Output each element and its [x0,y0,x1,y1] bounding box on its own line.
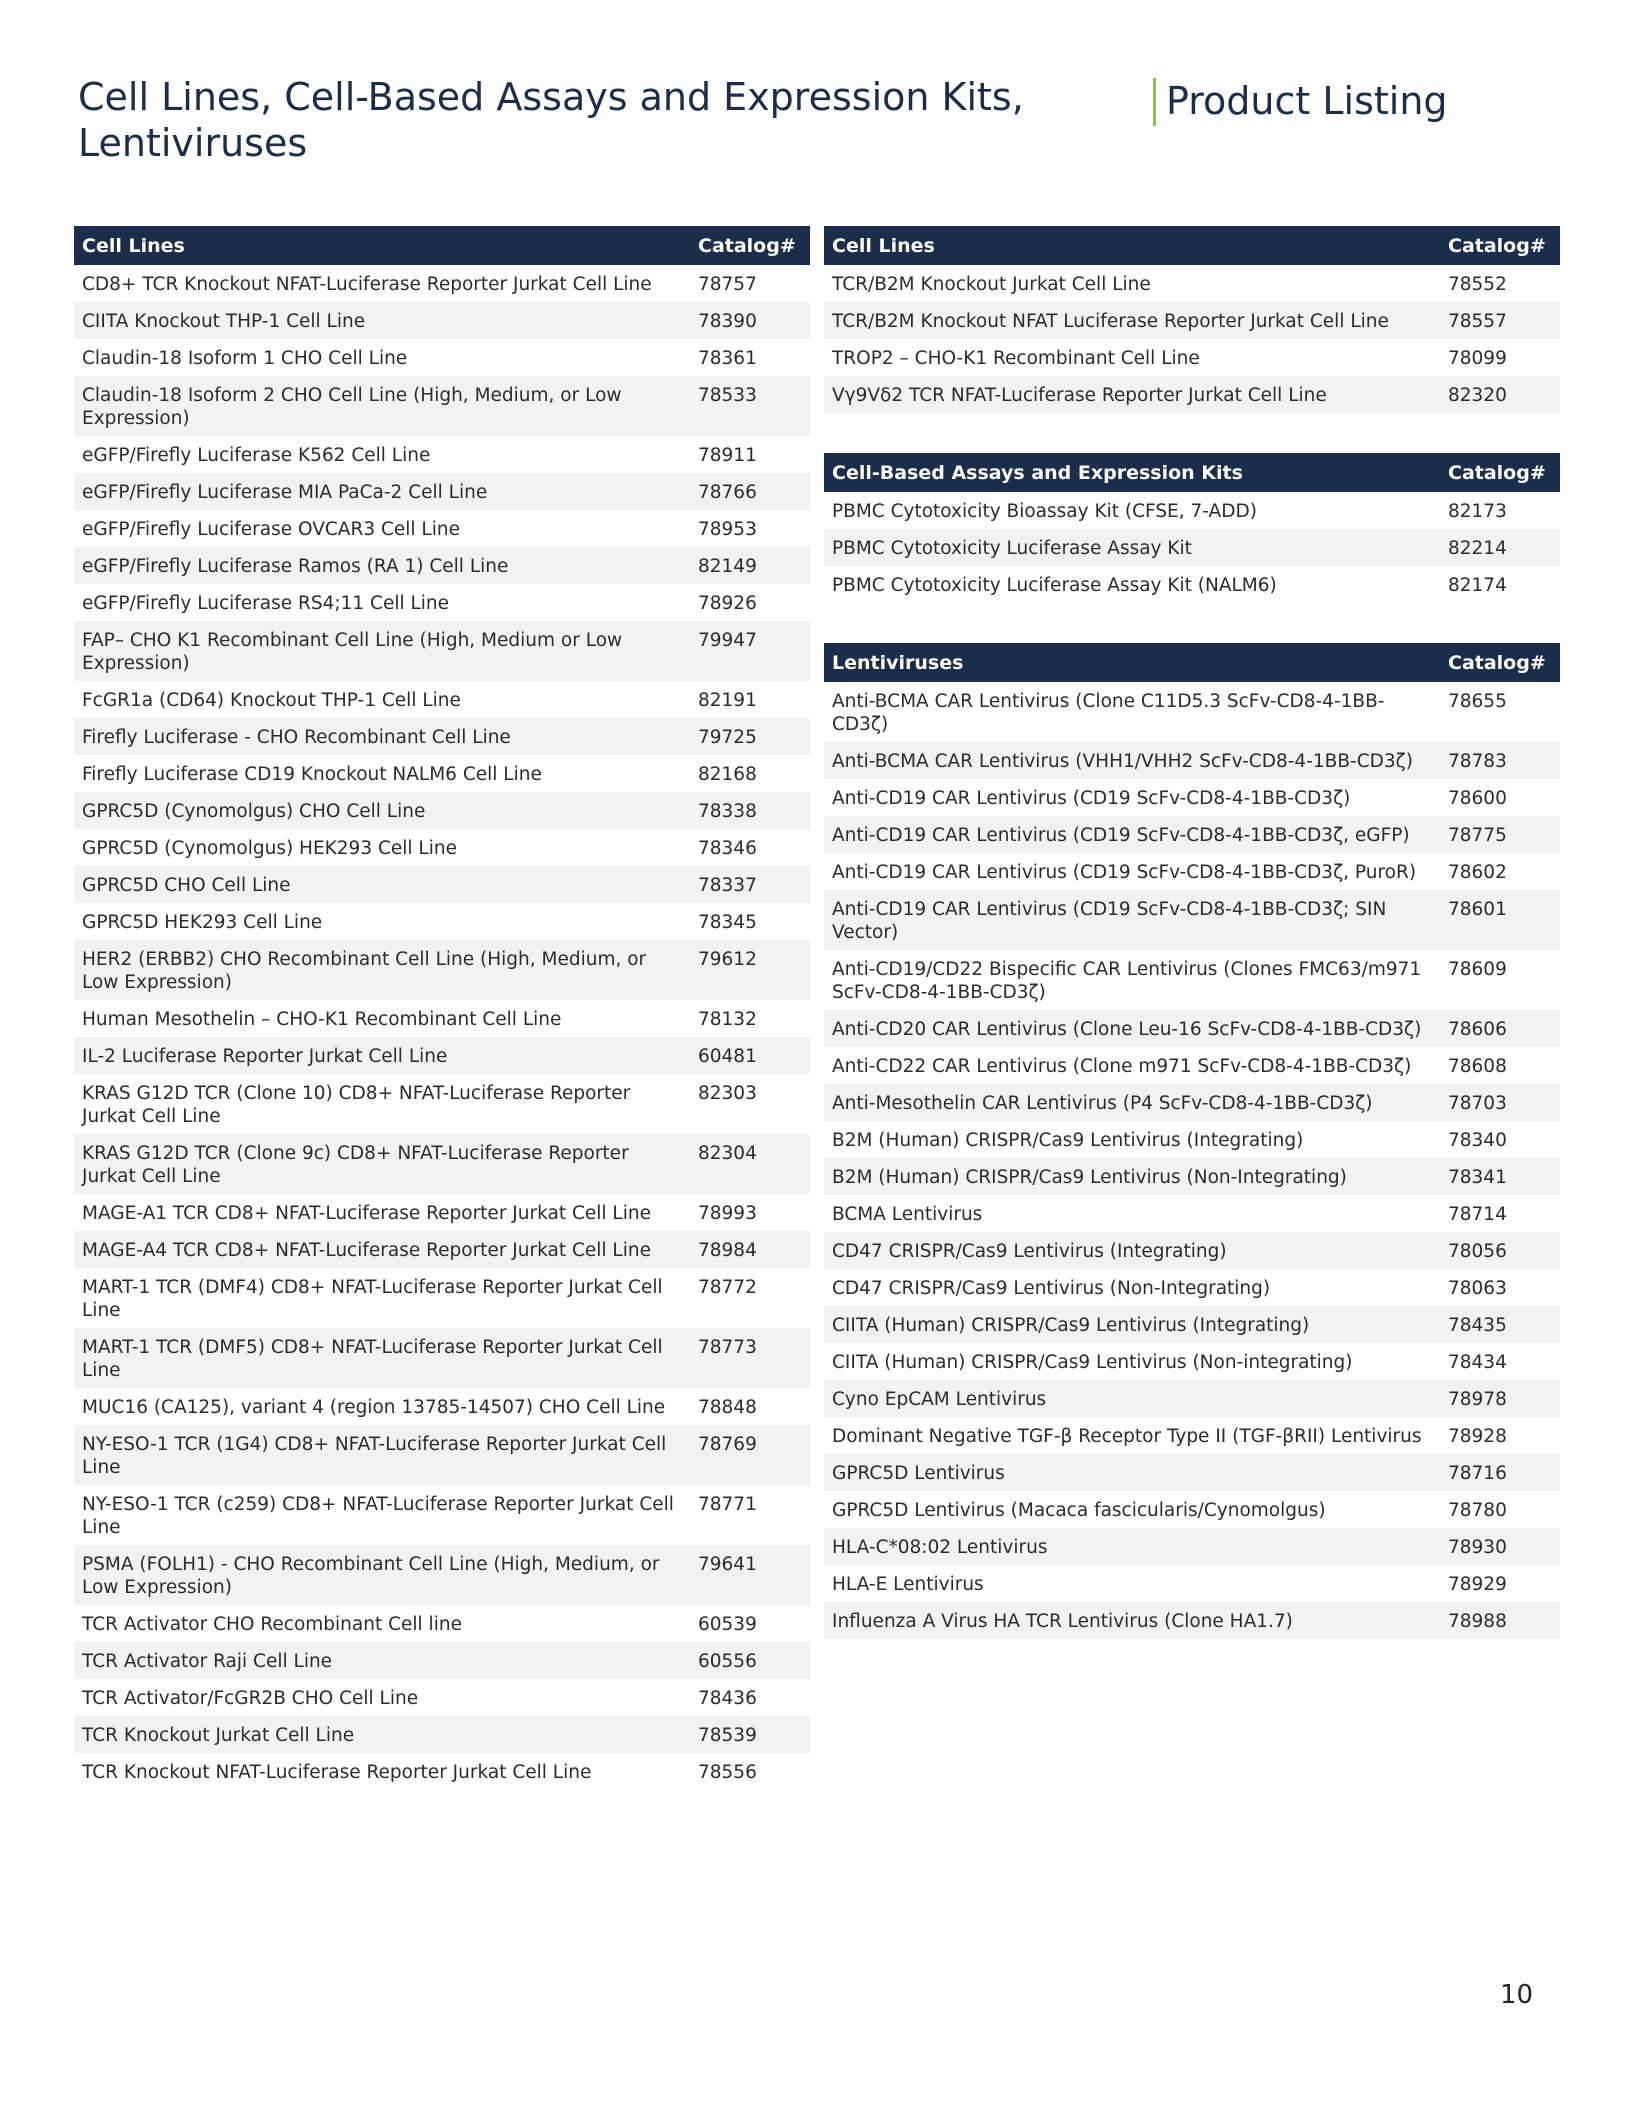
product-name: KRAS G12D TCR (Clone 9c) CD8+ NFAT-Luciferase Reporter Jurkat Cell Line [74,1134,690,1194]
table-header-row [824,453,1560,492]
catalog-number: 78099 [1448,348,1507,369]
table-row [74,436,810,473]
catalog-number: 78608 [1448,1056,1507,1077]
catalog-number: 78775 [1440,816,1560,853]
product-name: TCR Activator Raji Cell Line [74,1642,690,1679]
catalog-number: 78757 [698,274,757,295]
product-name: FcGR1a (CD64) Knockout THP-1 Cell Line [82,690,461,711]
catalog-number: 78337 [690,866,810,903]
table-row [824,742,1560,779]
catalog-number: 78716 [1440,1454,1560,1491]
catalog-number: 78984 [690,1231,810,1268]
catalog-number: 78953 [698,519,757,540]
product-name: Firefly Luciferase CD19 Knockout NALM6 Cell Line [82,764,542,785]
table-row [824,1417,1560,1454]
catalog-number: 78848 [698,1397,757,1418]
product-name: CD47 CRISPR/Cas9 Lentivirus (Integrating) [824,1232,1440,1269]
product-name: Anti-CD19 CAR Lentivirus (CD19 ScFv-CD8-4-1BB-CD3ζ, PuroR) [832,862,1417,883]
page-title-line-2: Lentiviruses [78,121,308,165]
table-row [824,1528,1560,1565]
catalog-number: 60556 [690,1642,810,1679]
product-name: HLA-E Lentivirus [832,1574,984,1595]
catalog-number: 82303 [698,1083,757,1104]
product-name: eGFP/Firefly Luciferase Ramos (RA 1) Cell Line [74,547,690,584]
product-name: NY-ESO-1 TCR (1G4) CD8+ NFAT-Luciferase Reporter Jurkat Cell Line [74,1425,690,1485]
table-row [824,265,1560,302]
catalog-number: 78929 [1448,1574,1507,1595]
catalog-number: 82174 [1448,575,1507,596]
product-name: PSMA (FOLH1) - CHO Recombinant Cell Line (High, Medium, or Low Expression) [74,1545,690,1605]
table-row [74,940,810,1000]
product-name: Anti-CD22 CAR Lentivirus (Clone m971 ScFv-CD8-4-1BB-CD3ζ) [832,1056,1412,1077]
catalog-number: 78056 [1440,1232,1560,1269]
product-name: Anti-Mesothelin CAR Lentivirus (P4 ScFv-CD8-4-1BB-CD3ζ) [824,1084,1440,1121]
table-row [74,866,810,903]
table-row [824,1195,1560,1232]
table-row [74,1074,810,1134]
table-row [824,1158,1560,1195]
catalog-number: 82191 [698,690,757,711]
table-row [74,473,810,510]
table-row [824,950,1560,1010]
lentiviruses-table [824,643,1560,1639]
table-heading: Cell-Based Assays and Expression Kits [824,453,1440,492]
product-name: TROP2 – CHO-K1 Recombinant Cell Line [832,348,1200,369]
table-body [824,492,1560,603]
catalog-number: 78361 [698,348,757,369]
catalog-number: 78539 [690,1716,810,1753]
table-row [74,718,810,755]
catalog-number: 78993 [698,1203,757,1224]
product-name: PBMC Cytotoxicity Luciferase Assay Kit (NALM6) [832,575,1277,596]
page-title [78,74,1078,166]
table-row [824,853,1560,890]
catalog-number: 78783 [1440,742,1560,779]
product-name: Cyno EpCAM Lentivirus [824,1380,1440,1417]
product-name: B2M (Human) CRISPR/Cas9 Lentivirus (Integrating) [832,1130,1304,1151]
catalog-number: 78988 [1440,1602,1560,1639]
table-row [74,1268,810,1328]
table-row [824,1454,1560,1491]
catalog-number: 78655 [1448,691,1507,712]
product-name: CIITA (Human) CRISPR/Cas9 Lentivirus (Integrating) [824,1306,1440,1343]
catalog-heading: Catalog# [690,226,810,265]
product-name: CD47 CRISPR/Cas9 Lentivirus (Non-Integrating) [832,1278,1271,1299]
table-body [824,682,1560,1639]
table-row [74,1485,810,1545]
product-name: Influenza A Virus HA TCR Lentivirus (Clone HA1.7) [824,1602,1440,1639]
catalog-number: 78338 [690,792,810,829]
table-row [74,265,810,302]
catalog-number: 82304 [690,1134,810,1194]
table-row [824,1380,1560,1417]
catalog-number: 78434 [1448,1352,1507,1373]
catalog-number: 78978 [1440,1380,1560,1417]
product-name: TCR Knockout Jurkat Cell Line [74,1716,690,1753]
product-name: Anti-CD19 CAR Lentivirus (CD19 ScFv-CD8-4-1BB-CD3ζ, eGFP) [824,816,1440,853]
table-row [824,1343,1560,1380]
product-name: TCR Activator CHO Recombinant Cell line [82,1614,462,1635]
product-name: Anti-CD20 CAR Lentivirus (Clone Leu-16 ScFv-CD8-4-1BB-CD3ζ) [824,1010,1440,1047]
table-row [74,1388,810,1425]
product-name: HLA-C*08:02 Lentivirus [824,1528,1440,1565]
product-name: Anti-BCMA CAR Lentivirus (Clone C11D5.3 ScFv-CD8-4-1BB-CD3ζ) [832,691,1385,735]
product-name: Human Mesothelin – CHO-K1 Recombinant Cell Line [82,1009,562,1030]
table-row [824,1565,1560,1602]
product-name: FAP– CHO K1 Recombinant Cell Line (High, Medium or Low Expression) [74,621,690,681]
catalog-number: 78552 [1448,274,1507,295]
table-row [74,1605,810,1642]
catalog-number: 78132 [698,1009,757,1030]
catalog-heading: Catalog# [1440,226,1560,265]
table-row [74,681,810,718]
catalog-number: 78063 [1448,1278,1507,1299]
table-row [74,1642,810,1679]
catalog-number: 78557 [1440,302,1560,339]
catalog-number: 82168 [698,764,757,785]
catalog-number: 82149 [690,547,810,584]
section-label: Product Listing [1153,78,1448,126]
table-row [824,1602,1560,1639]
table-row [824,529,1560,566]
catalog-number: 78714 [1448,1204,1507,1225]
product-name: PBMC Cytotoxicity Bioassay Kit (CFSE, 7-ADD) [832,501,1257,522]
table-row [824,1269,1560,1306]
product-name: Claudin-18 Isoform 1 CHO Cell Line [82,348,408,369]
catalog-number: 78601 [1440,890,1560,950]
cell-lines-continued-table [824,226,1560,413]
table-row [74,792,810,829]
catalog-number: 78766 [690,473,810,510]
product-name: PBMC Cytotoxicity Luciferase Assay Kit [824,529,1440,566]
table-row [824,816,1560,853]
product-name: TCR Knockout NFAT-Luciferase Reporter Jurkat Cell Line [82,1762,592,1783]
product-name: B2M (Human) CRISPR/Cas9 Lentivirus (Non-Integrating) [824,1158,1440,1195]
catalog-number: 78602 [1448,862,1507,883]
catalog-number: 78772 [698,1277,757,1298]
product-name: GPRC5D (Cynomolgus) HEK293 Cell Line [82,838,457,859]
product-name: GPRC5D CHO Cell Line [74,866,690,903]
product-name: KRAS G12D TCR (Clone 10) CD8+ NFAT-Luciferase Reporter Jurkat Cell Line [82,1083,631,1127]
product-name: eGFP/Firefly Luciferase OVCAR3 Cell Line [82,519,460,540]
product-name: Anti-BCMA CAR Lentivirus (VHH1/VHH2 ScFv-CD8-4-1BB-CD3ζ) [824,742,1440,779]
product-name: Anti-CD19 CAR Lentivirus (CD19 ScFv-CD8-4-1BB-CD3ζ; SIN Vector) [824,890,1440,950]
table-row [74,376,810,436]
table-row [824,890,1560,950]
table-row [74,510,810,547]
table-row [74,339,810,376]
product-name: HER2 (ERBB2) CHO Recombinant Cell Line (High, Medium, or Low Expression) [74,940,690,1000]
table-body [824,265,1560,413]
catalog-number: 78911 [698,445,757,466]
table-row [824,1084,1560,1121]
table-header-row [824,226,1560,265]
table-heading: Cell Lines [824,226,1440,265]
table-header-row [74,226,810,265]
catalog-number: 82173 [1448,501,1507,522]
table-row [824,302,1560,339]
catalog-number: 78556 [698,1762,757,1783]
left-column [74,226,810,1790]
catalog-heading: Catalog# [1440,643,1560,682]
product-name: TCR/B2M Knockout Jurkat Cell Line [832,274,1151,295]
catalog-number: 78771 [698,1494,757,1515]
catalog-heading: Catalog# [1440,453,1560,492]
product-name: CIITA Knockout THP-1 Cell Line [74,302,690,339]
table-row [74,1328,810,1388]
table-row [74,1231,810,1268]
catalog-number: 78390 [690,302,810,339]
product-name: GPRC5D Lentivirus [824,1454,1440,1491]
table-row [824,492,1560,529]
table-row [824,339,1560,376]
catalog-number: 78600 [1448,788,1507,809]
product-name: Anti-CD19/CD22 Bispecific CAR Lentivirus (Clones FMC63/m971 ScFv-CD8-4-1BB-CD3ζ) [832,959,1422,1003]
catalog-number: 78780 [1448,1500,1507,1521]
page-title-line-1: Cell Lines, Cell-Based Assays and Expression Kits, [78,75,1024,119]
catalog-number: 79641 [690,1545,810,1605]
product-name: GPRC5D (Cynomolgus) CHO Cell Line [74,792,690,829]
table-body [74,265,810,1790]
catalog-number: 78436 [698,1688,757,1709]
table-row [824,1306,1560,1343]
table-row [74,1425,810,1485]
product-name: BCMA Lentivirus [832,1204,983,1225]
product-name: IL-2 Luciferase Reporter Jurkat Cell Line [74,1037,690,1074]
product-name: Dominant Negative TGF-β Receptor Type II (TGF-βRII) Lentivirus [832,1426,1422,1447]
cell-lines-table [74,226,810,1790]
table-row [824,1010,1560,1047]
table-row [824,376,1560,413]
table-row [74,1000,810,1037]
catalog-number: 78533 [690,376,810,436]
catalog-number: 78926 [698,593,757,614]
table-header-row [824,643,1560,682]
product-name: eGFP/Firefly Luciferase MIA PaCa-2 Cell Line [74,473,690,510]
catalog-number: 60481 [690,1037,810,1074]
table-row [74,584,810,621]
table-row [824,566,1560,603]
catalog-number: 82320 [1440,376,1560,413]
product-name: Firefly Luciferase - CHO Recombinant Cell Line [74,718,690,755]
product-name: Claudin-18 Isoform 2 CHO Cell Line (High, Medium, or Low Expression) [74,376,690,436]
catalog-number: 60539 [698,1614,757,1635]
catalog-number: 82214 [1440,529,1560,566]
table-row [824,779,1560,816]
table-row [74,621,810,681]
catalog-number: 78930 [1440,1528,1560,1565]
product-name: MUC16 (CA125), variant 4 (region 13785-14507) CHO Cell Line [82,1397,666,1418]
table-row [824,1121,1560,1158]
catalog-number: 78341 [1440,1158,1560,1195]
table-row [824,1047,1560,1084]
table-row [74,1194,810,1231]
table-heading: Lentiviruses [824,643,1440,682]
catalog-number: 79612 [690,940,810,1000]
catalog-number: 78609 [1448,959,1507,980]
product-name: Anti-CD19 CAR Lentivirus (CD19 ScFv-CD8-4-1BB-CD3ζ) [832,788,1351,809]
product-name: MART-1 TCR (DMF4) CD8+ NFAT-Luciferase Reporter Jurkat Cell Line [82,1277,663,1321]
catalog-number: 78703 [1440,1084,1560,1121]
catalog-number: 78769 [690,1425,810,1485]
table-row [74,755,810,792]
table-row [74,1037,810,1074]
table-row [74,1679,810,1716]
table-row [824,682,1560,742]
table-row [74,1545,810,1605]
product-name: TCR Activator/FcGR2B CHO Cell Line [82,1688,419,1709]
table-row [74,547,810,584]
catalog-number: 79725 [690,718,810,755]
table-row [74,302,810,339]
catalog-number: 78773 [690,1328,810,1388]
table-row [74,1753,810,1790]
catalog-number: 78435 [1440,1306,1560,1343]
catalog-number: 78340 [1448,1130,1507,1151]
assay-kits-table [824,453,1560,603]
table-row [74,829,810,866]
product-name: GPRC5D Lentivirus (Macaca fascicularis/Cynomolgus) [832,1500,1326,1521]
page-number: 10 [1500,1980,1534,2010]
product-name: CD8+ TCR Knockout NFAT-Luciferase Reporter Jurkat Cell Line [82,274,652,295]
catalog-number: 78346 [698,838,757,859]
catalog-number: 79947 [690,621,810,681]
product-name: MAGE-A4 TCR CD8+ NFAT-Luciferase Reporter Jurkat Cell Line [74,1231,690,1268]
product-name: NY-ESO-1 TCR (c259) CD8+ NFAT-Luciferase Reporter Jurkat Cell Line [82,1494,674,1538]
product-name: TCR/B2M Knockout NFAT Luciferase Reporter Jurkat Cell Line [824,302,1440,339]
table-row [824,1491,1560,1528]
product-name: GPRC5D HEK293 Cell Line [82,912,323,933]
product-name: eGFP/Firefly Luciferase K562 Cell Line [82,445,431,466]
product-name: eGFP/Firefly Luciferase RS4;11 Cell Line [82,593,450,614]
table-row [74,1134,810,1194]
catalog-number: 78345 [698,912,757,933]
catalog-number: 78606 [1440,1010,1560,1047]
table-row [74,1716,810,1753]
catalog-number: 78928 [1448,1426,1507,1447]
product-name: MART-1 TCR (DMF5) CD8+ NFAT-Luciferase Reporter Jurkat Cell Line [74,1328,690,1388]
product-name: Vγ9Vδ2 TCR NFAT-Luciferase Reporter Jurkat Cell Line [824,376,1440,413]
product-name: CIITA (Human) CRISPR/Cas9 Lentivirus (Non-integrating) [832,1352,1353,1373]
right-column [824,226,1560,1639]
table-row [74,903,810,940]
product-name: MAGE-A1 TCR CD8+ NFAT-Luciferase Reporter Jurkat Cell Line [82,1203,651,1224]
table-heading: Cell Lines [74,226,690,265]
table-row [824,1232,1560,1269]
